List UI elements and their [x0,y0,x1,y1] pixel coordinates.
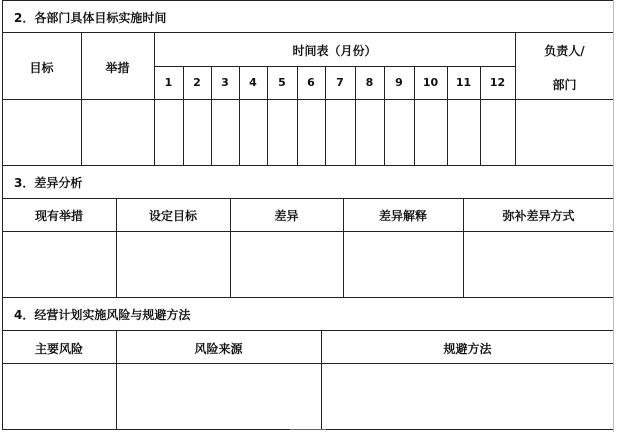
divider [2,297,614,298]
col-measures-header: 举措 [105,61,130,75]
month-7: 7 [336,76,344,89]
month-3: 3 [221,76,229,89]
month-4: 4 [249,76,257,89]
col-risk-source-header: 风险来源 [194,342,243,356]
month-9: 9 [395,76,403,89]
month-2: 2 [193,76,201,89]
col-remedy-header: 弥补差异方式 [502,209,575,223]
col-main-risk-header: 主要风险 [34,342,83,356]
month-11: 11 [455,76,472,89]
month-10: 10 [422,76,439,89]
col-owner-header-line1: 负责人/ [544,44,585,58]
divider [2,32,614,33]
section-4-title: 4．经营计划实施风险与规避方法 [14,308,191,322]
section-2-title: 2．各部门具体目标实施时间 [14,11,167,25]
col-existing-measures-header: 现有举措 [34,209,83,223]
col-set-target-header: 设定目标 [148,209,197,223]
col-difference-explanation-header: 差异解释 [378,209,427,223]
month-5: 5 [278,76,286,89]
page-edge [613,0,617,432]
divider [2,99,614,100]
divider [2,165,614,166]
month-1: 1 [164,76,173,89]
section-3-title: 3．差异分析 [14,176,83,190]
month-8: 8 [365,76,374,89]
divider [2,198,614,199]
col-goal-header: 目标 [29,61,54,75]
page-break-mark [290,429,326,430]
col-owner-header-line2: 部门 [552,78,577,92]
month-6: 6 [307,76,315,89]
divider [2,231,614,232]
month-12: 12 [489,76,506,89]
divider [2,363,614,364]
col-schedule-header: 时间表（月份） [292,44,377,58]
col-difference-header: 差异 [274,209,299,223]
divider [154,66,515,67]
col-avoidance-method-header: 规避方法 [443,342,492,356]
divider [2,330,614,331]
